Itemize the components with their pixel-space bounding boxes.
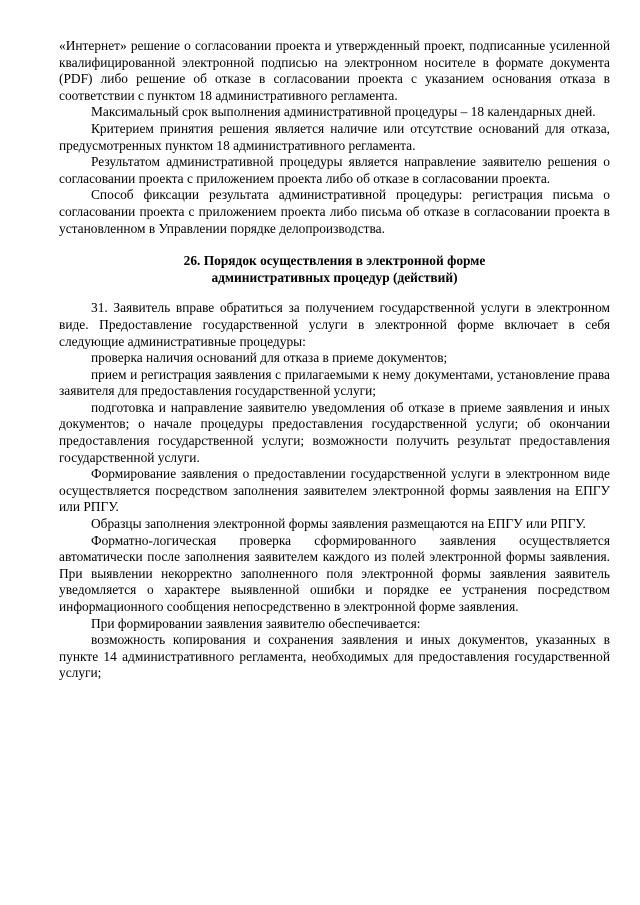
document-page <box>59 38 610 682</box>
paragraph-notification: подготовка и направление заявителю уведомления об отказе в приеме заявления и иных документов; о начале процедуры предоставления государственной услуги; об окончании предоставления государственной услуги; возможности получить результат предоставления государственной услуги. <box>59 399 610 465</box>
paragraph-copy-save: возможность копирования и сохранения заявления и иных документов, указанных в пункте 14 административного регламента, необходимых для предоставления государственной услуги; <box>59 632 610 681</box>
paragraph-provided-features: При формировании заявления заявителю обеспечивается: <box>91 615 421 631</box>
paragraph-form-samples: Образцы заполнения электронной формы заявления размещаются на ЕПГУ или РПГУ. <box>91 516 586 532</box>
section-heading-26 <box>59 253 610 286</box>
paragraph-format-check: Форматно-логическая проверка сформированного заявления осуществляется автоматически после заполнения заявителем каждого из полей электронной формы заявления. При выявлении некорректно заполненного поля электронной формы заявления заявитель уведомляется о характере выявленной ошибки и порядке ее устранения посредством информационного сообщения непосредственно в электронной форме заявления. <box>59 532 610 614</box>
paragraph-form-filling: Формирование заявления о предоставлении государственной услуги в электронном виде осуществляется посредством заполнения заявителем электронной формы заявления на ЕПГУ или РПГУ. <box>59 466 610 515</box>
paragraph-result-recording: Способ фиксации результата административной процедуры: регистрация письма о согласовании проекта с приложением проекта либо письма об отказе в согласовании проекта в установленном в Управлении порядке делопроизводства. <box>59 187 610 236</box>
paragraph-reception-registration: прием и регистрация заявления с прилагаемыми к нему документами, установление права заявителя для предоставления государственной услуги; <box>59 366 610 399</box>
section-heading-line2: административных процедур (действий) <box>211 269 458 285</box>
section-heading-line1: 26. Порядок осуществления в электронной форме <box>183 253 486 269</box>
paragraph-check-refusal-grounds: проверка наличия оснований для отказа в приеме документов; <box>91 350 448 366</box>
paragraph-decision-delivery: «Интернет» решение о согласовании проекта и утвержденный проект, подписанные усиленной квалифицированной электронной подписью на электронном носителе в формате документа (PDF) либо решение об отказе в согласовании проекта с указанием основания отказа в соответствии с пунктом 18 административного регламента. <box>59 38 610 103</box>
paragraph-max-term: Максимальный срок выполнения административной процедуры – 18 календарных дней. <box>91 104 596 120</box>
paragraph-procedure-result: Результатом административной процедуры является направление заявителю решения о согласовании проекта с приложением проекта либо об отказе в согласовании проекта. <box>59 154 610 186</box>
paragraph-31-electronic-request: 31. Заявитель вправе обратиться за получением государственной услуги в электронном виде. Предоставление государственной услуги в электронной форме включает в себя следующие административные процедуры: <box>59 300 610 349</box>
paragraph-decision-criterion: Критерием принятия решения является наличие или отсутствие оснований для отказа, предусмотренных пунктом 18 административного регламента. <box>59 120 610 153</box>
